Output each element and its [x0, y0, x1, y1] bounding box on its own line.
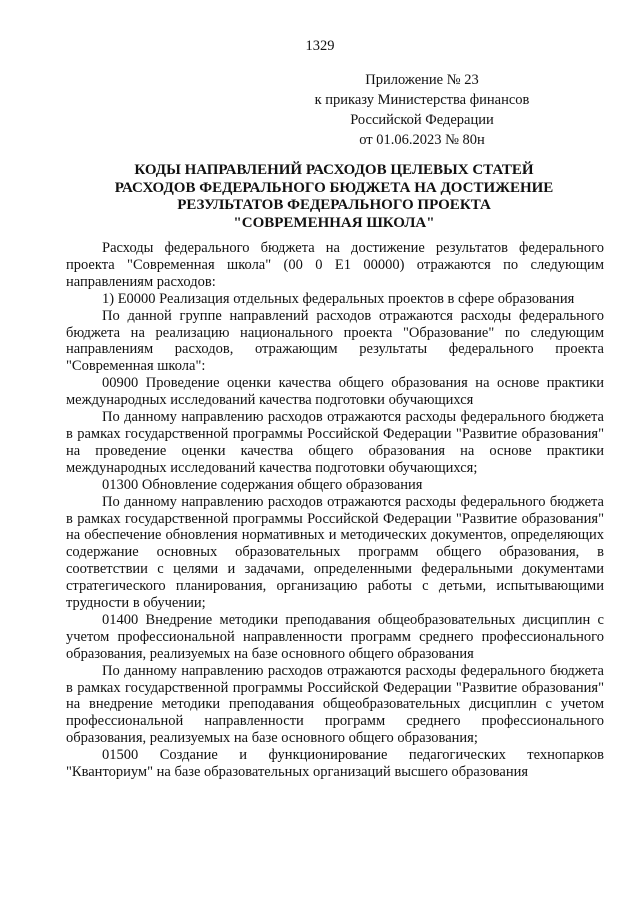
appendix-block — [292, 70, 552, 150]
title-line: РЕЗУЛЬТАТОВ ФЕДЕРАЛЬНОГО ПРОЕКТА — [177, 197, 491, 213]
paragraph-code-01400: 01400 Внедрение методики преподавания общеобразовательных дисциплин с учетом профессиональной направленности программ среднего профессионального образования, реализуемых на базе основного общего образования — [66, 611, 604, 662]
page-number: 1329 — [305, 38, 335, 54]
title-line: КОДЫ НАПРАВЛЕНИЙ РАСХОДОВ ЦЕЛЕВЫХ СТАТЕЙ — [134, 162, 534, 178]
paragraph-code-00900: 00900 Проведение оценки качества общего образования на основе практики международных исследований качества подготовки обучающихся — [66, 375, 604, 409]
title-line: "СОВРЕМЕННАЯ ШКОЛА" — [233, 214, 435, 231]
document-title — [60, 162, 608, 232]
paragraph-01400-description: По данному направлению расходов отражаются расходы федерального бюджета в рамках государственной программы Российской Федерации "Развитие образования" на внедрение методики преподавания общеобразовательных дисциплин с учетом профессиональной направленности программ среднего профессионального образования, реализуемых на базе основного общего образования; — [66, 662, 604, 747]
paragraph-00900-description: По данному направлению расходов отражаются расходы федерального бюджета в рамках государственной программы Российской Федерации "Развитие образования" на проведение оценки качества общего образования на основе практики международных исследований качества подготовки обучающихся; — [66, 409, 604, 476]
appendix-date: от 01.06.2023 № 80н — [359, 132, 485, 148]
appendix-order-ref: к приказу Министерства финансов — [314, 92, 530, 108]
paragraph-01300-description: По данному направлению расходов отражаются расходы федерального бюджета в рамках государственной программы Российской Федерации "Развитие образования" на обеспечение обновления нормативных и методических документов, определяющих содержание основных образовательных программ общего образования, в соответствии с целями и задачами, определенными федеральными документами стратегического планирования, организацию работы с детьми, испытывающими трудности в обучении; — [66, 493, 604, 612]
paragraph-section-e0000: 1) Е0000 Реализация отдельных федеральных проектов в сфере образования — [102, 290, 575, 307]
appendix-ministry: Российской Федерации — [350, 112, 494, 128]
paragraph-code-01300: 01300 Обновление содержания общего образования — [102, 476, 423, 493]
paragraph-intro: Расходы федерального бюджета на достижение результатов федерального проекта "Современная школа" (00 0 Е1 00000) отражаются по следующим направлениям расходов: — [66, 240, 604, 290]
title-line: РАСХОДОВ ФЕДЕРАЛЬНОГО БЮДЖЕТА НА ДОСТИЖЕНИЕ — [114, 179, 554, 196]
paragraph-code-01500: 01500 Создание и функционирование педагогических технопарков "Кванториум" на базе образовательных организаций высшего образования — [66, 747, 604, 781]
paragraph-e0000-description: По данной группе направлений расходов отражаются расходы федерального бюджета на реализацию национального проекта "Образование" по следующим направлениям расходов, отражающим результаты федерального проекта "Современная школа": — [66, 307, 604, 375]
appendix-number: Приложение № 23 — [365, 72, 479, 88]
document-body — [66, 240, 604, 781]
